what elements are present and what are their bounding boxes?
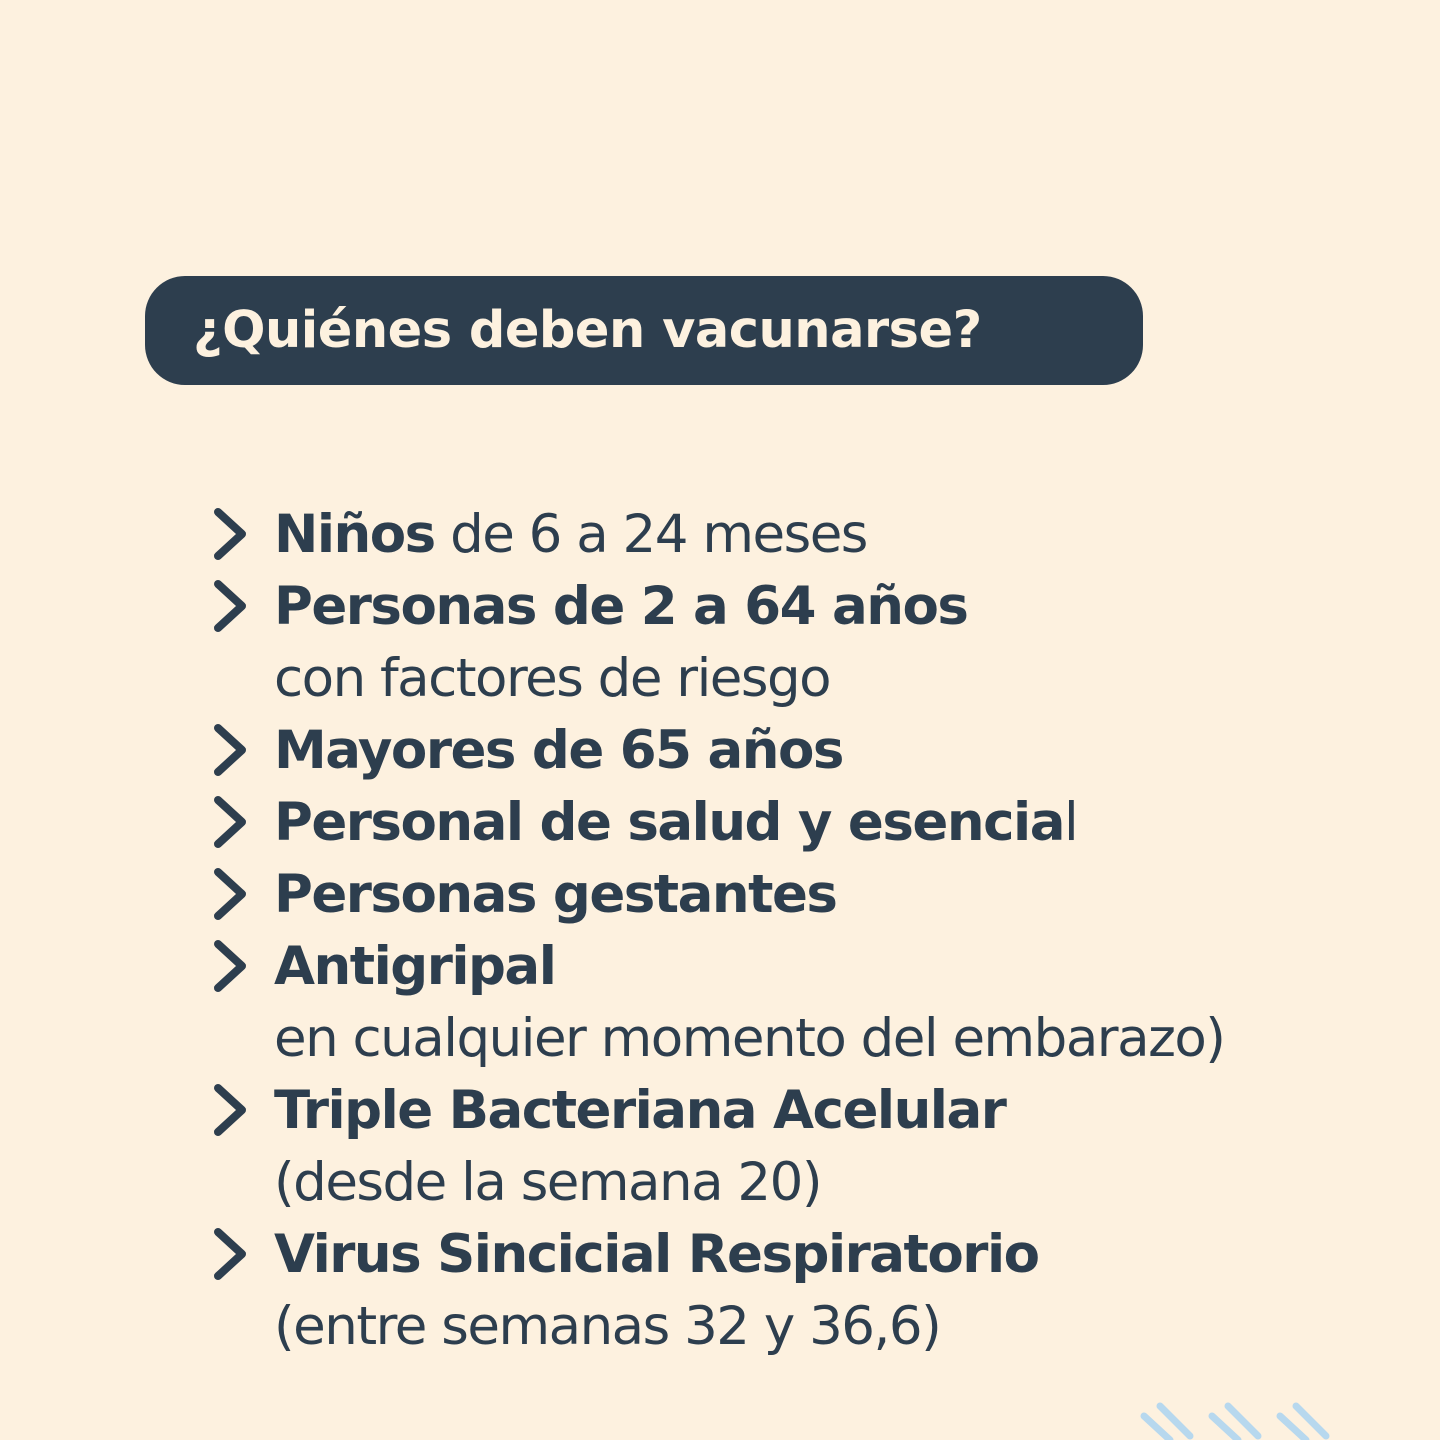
list-item-bold: Virus Sincicial Respiratorio <box>274 1223 1039 1285</box>
chevron-right-icon <box>208 792 252 852</box>
list-item-text <box>274 791 1078 853</box>
vaccination-list <box>208 498 1388 1362</box>
list-item-bold: Personas gestantes <box>274 863 837 925</box>
list-item <box>208 570 1388 642</box>
list-item-detail: en cualquier momento del embarazo) <box>274 1007 1225 1069</box>
list-item-text <box>274 575 968 637</box>
chevron-right-icon <box>208 576 252 636</box>
list-item-text <box>274 719 843 781</box>
list-item-subline <box>208 1002 1388 1074</box>
list-item <box>208 930 1388 1002</box>
list-item <box>208 858 1388 930</box>
list-item-bold: Personal de salud y esencia <box>274 791 1064 853</box>
list-item-bold: Antigripal <box>274 935 556 997</box>
list-item-bold: Personas de 2 a 64 años <box>274 575 968 637</box>
list-item-regular: de 6 a 24 meses <box>434 503 867 565</box>
list-item-text <box>274 1223 1039 1285</box>
title-banner <box>145 276 1143 385</box>
list-item-text <box>274 1079 1006 1141</box>
list-item-bold: Niños <box>274 503 435 565</box>
list-item-bold: Mayores de 65 años <box>274 719 843 781</box>
chevron-right-icon <box>208 1224 252 1284</box>
list-item <box>208 1074 1388 1146</box>
list-item-bold: Triple Bacteriana Acelular <box>274 1079 1006 1141</box>
list-item-subline <box>208 642 1388 714</box>
list-item <box>208 1218 1388 1290</box>
list-item-detail: con factores de riesgo <box>274 647 831 709</box>
page-title: ¿Quiénes deben vacunarse? <box>193 301 982 360</box>
chevron-right-icon <box>208 720 252 780</box>
list-item-text <box>274 503 867 565</box>
chevron-right-icon <box>208 504 252 564</box>
list-item-detail: (entre semanas 32 y 36,6) <box>274 1295 941 1357</box>
list-item <box>208 714 1388 786</box>
list-item-text <box>274 863 837 925</box>
list-item <box>208 786 1388 858</box>
chevron-right-icon <box>208 1080 252 1140</box>
decorative-stripes <box>1130 1400 1440 1440</box>
list-item-detail: (desde la semana 20) <box>274 1151 822 1213</box>
list-item-regular: l <box>1063 791 1078 853</box>
list-item <box>208 498 1388 570</box>
chevron-right-icon <box>208 864 252 924</box>
list-item-text <box>274 935 556 997</box>
list-item-subline <box>208 1290 1388 1362</box>
chevron-right-icon <box>208 936 252 996</box>
list-item-subline <box>208 1146 1388 1218</box>
